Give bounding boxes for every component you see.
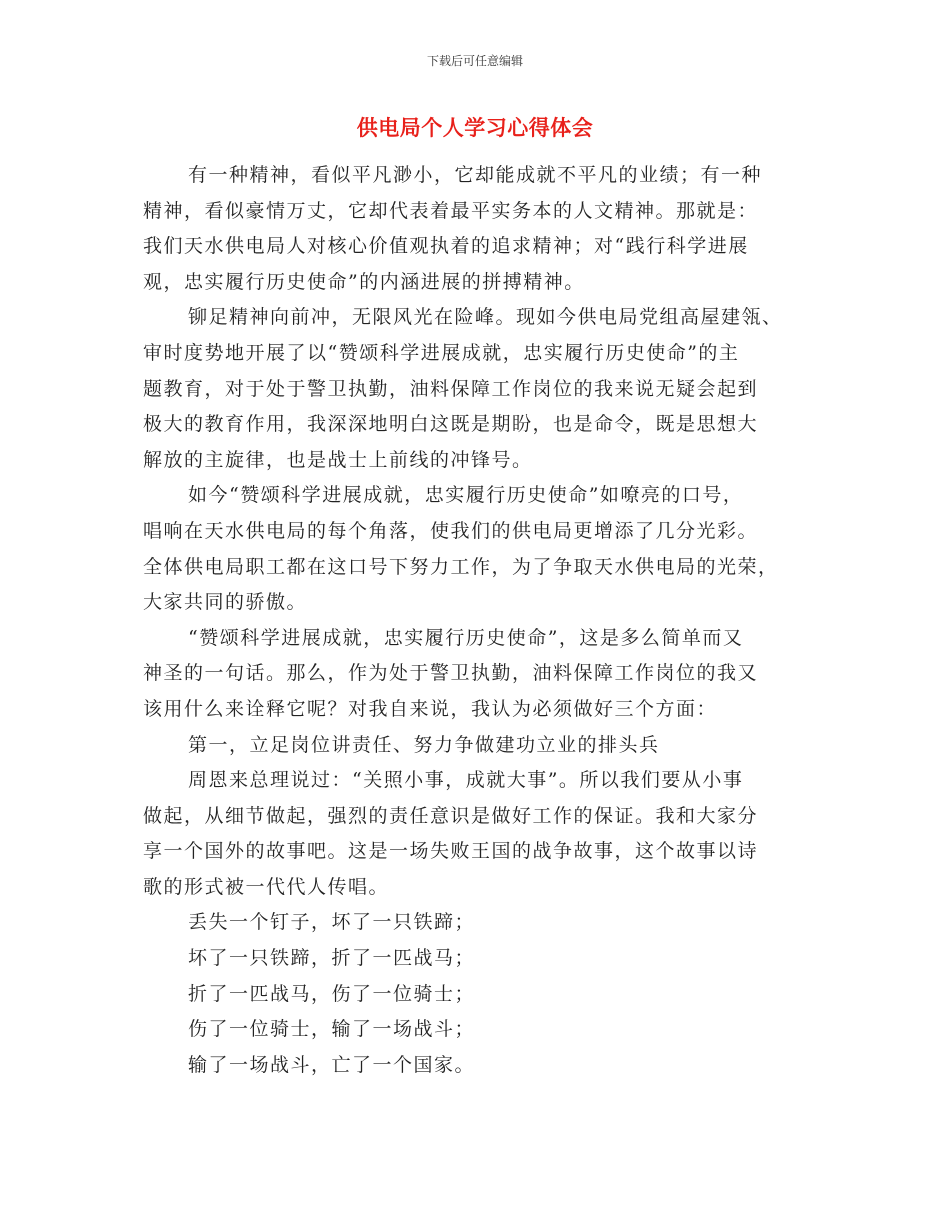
text-line: 做起，从细节做起，强烈的责任意识是做好工作的保证。我和大家分 — [143, 804, 759, 827]
header-note: 下载后可任意编辑 — [426, 54, 523, 68]
text-line: 审时度势地开展了以“赞颂科学进展成就，忠实履行历史使命”的主 — [143, 341, 740, 364]
text-line: 第一，立足岗位讲责任、努力争做建功立业的排头兵 — [188, 733, 660, 756]
text-line: 全体供电局职工都在这口号下努力工作，为了争取天水供电局的光荣， — [143, 555, 779, 578]
text-line: 输了一场战斗，亡了一个国家。 — [188, 1053, 476, 1076]
text-line: 有一种精神，看似平凡渺小，它却能成就不平凡的业绩；有一种 — [188, 164, 763, 186]
text-line: 折了一匹战马，伤了一位骑士； — [188, 982, 476, 1005]
text-line: “赞颂科学进展成就，忠实履行历史使命”，这是多么简单而又 — [188, 626, 744, 649]
text-line: 极大的教育作用，我深深地明白这既是期盼，也是命令，既是思想大 — [143, 413, 759, 436]
text-line: 铆足精神向前冲，无限风光在险峰。现如今供电局党组高屋建瓴、 — [188, 306, 783, 329]
text-line: 伤了一位骑士，输了一场战斗； — [188, 1018, 476, 1041]
text-line: 大家共同的骄傲。 — [143, 591, 308, 614]
text-line: 如今“赞颂科学进展成就，忠实履行历史使命”如嘹亮的口号， — [188, 484, 744, 507]
text-line: 丢失一个钉子，坏了一只铁蹄； — [188, 911, 476, 934]
text-line: 解放的主旋律，也是战士上前线的冲锋号。 — [143, 448, 533, 471]
text-line: 唱响在天水供电局的每个角落，使我们的供电局更增添了几分光彩。 — [143, 519, 759, 542]
text-line: 题教育，对于处于警卫执勤，油料保障工作岗位的我来说无疑会起到 — [143, 377, 759, 400]
document-title: 供电局个人学习心得体会 — [356, 115, 594, 140]
text-line: 享一个国外的故事吧。这是一场失败王国的战争故事，这个故事以诗 — [143, 840, 759, 863]
text-line: 观，忠实履行历史使命”的内涵进展的拼搏精神。 — [143, 270, 585, 293]
text-line: 坏了一只铁蹄，折了一匹战马； — [188, 947, 476, 970]
text-line: 歌的形式被一代代人传唱。 — [143, 875, 390, 898]
body-text — [143, 158, 808, 1083]
text-line: 神圣的一句话。那么，作为处于警卫执勤，油料保障工作岗位的我又 — [143, 662, 759, 685]
text-line: 该用什么来诠释它呢？对我自来说，我认为必须做好三个方面： — [143, 697, 718, 720]
text-line: 我们天水供电局人对核心价值观执着的追求精神；对“践行科学进展 — [143, 235, 749, 258]
text-line: 周恩来总理说过：“关照小事，成就大事”。所以我们要从小事 — [188, 769, 744, 792]
text-line: 精神，看似豪情万丈，它却代表着最平实务本的人文精神。那就是： — [143, 199, 759, 222]
